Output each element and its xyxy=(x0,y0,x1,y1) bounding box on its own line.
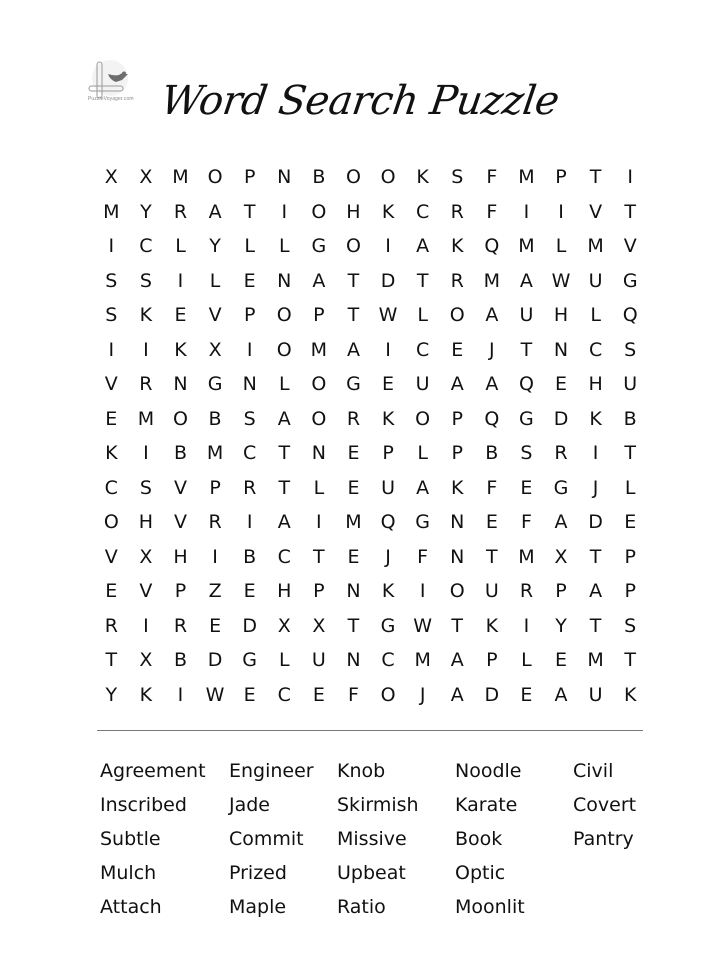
grid-cell[interactable]: S xyxy=(624,614,637,637)
grid-cell[interactable]: E xyxy=(382,373,395,395)
grid-cell[interactable]: R xyxy=(450,269,464,292)
grid-cell[interactable]: B xyxy=(312,166,326,188)
grid-cell[interactable]: R xyxy=(139,373,153,395)
grid-cell[interactable]: T xyxy=(624,649,636,671)
grid-cell[interactable]: K xyxy=(139,304,153,326)
grid-cell[interactable]: R xyxy=(243,476,257,499)
grid-cell[interactable]: E xyxy=(555,373,568,395)
grid-cell[interactable]: C xyxy=(588,338,603,361)
grid-cell[interactable]: C xyxy=(104,476,118,499)
grid-cell[interactable]: N xyxy=(346,580,361,602)
grid-cell[interactable]: A xyxy=(450,373,464,395)
grid-cell[interactable]: F xyxy=(486,476,498,499)
word-list-item: Ratio xyxy=(337,896,386,918)
grid-cell[interactable]: E xyxy=(347,545,360,568)
grid-cell[interactable]: L xyxy=(278,649,290,671)
grid-cell[interactable]: X xyxy=(277,614,291,637)
grid-cell[interactable]: R xyxy=(346,407,361,430)
word-list-item: Upbeat xyxy=(337,862,406,884)
grid-cell[interactable]: T xyxy=(347,269,360,292)
grid-cell[interactable]: O xyxy=(207,166,223,188)
grid-cell[interactable]: O xyxy=(345,235,361,257)
grid-cell[interactable]: B xyxy=(208,407,222,430)
grid-cell[interactable]: R xyxy=(554,442,568,464)
grid-cell[interactable]: P xyxy=(451,442,463,464)
grid-cell[interactable]: T xyxy=(451,614,464,637)
grid-cell[interactable]: P xyxy=(174,580,187,602)
grid-cell[interactable]: E xyxy=(243,580,256,602)
grid-cell[interactable]: R xyxy=(104,614,118,637)
word-list-item: Pantry xyxy=(573,828,634,850)
grid-cell[interactable]: I xyxy=(212,545,218,568)
grid-cell[interactable]: U xyxy=(484,580,499,602)
grid-cell[interactable]: E xyxy=(451,338,464,361)
grid-cell[interactable]: D xyxy=(553,407,569,430)
grid-cell[interactable]: J xyxy=(419,683,426,706)
grid-cell[interactable]: P xyxy=(313,304,325,326)
grid-cell[interactable]: E xyxy=(105,407,118,430)
grid-cell[interactable]: V xyxy=(589,200,603,223)
grid-cell[interactable]: A xyxy=(450,683,464,706)
grid-cell[interactable]: A xyxy=(485,304,499,326)
grid-cell[interactable]: G xyxy=(207,373,223,395)
grid-cell[interactable]: U xyxy=(623,373,638,395)
grid-cell[interactable]: N xyxy=(173,373,188,395)
grid-cell[interactable]: E xyxy=(347,476,360,499)
grid-cell[interactable]: I xyxy=(177,269,184,292)
grid-cell[interactable]: Y xyxy=(105,683,118,706)
grid-cell[interactable]: N xyxy=(277,166,292,188)
grid-cell[interactable]: W xyxy=(205,683,225,706)
grid-cell[interactable]: F xyxy=(347,683,359,706)
grid-cell[interactable]: P xyxy=(243,304,256,326)
grid-cell[interactable]: I xyxy=(108,235,115,257)
grid-cell[interactable]: O xyxy=(103,511,119,533)
grid-cell[interactable]: A xyxy=(554,511,568,533)
grid-cell[interactable]: E xyxy=(555,649,568,671)
grid-cell[interactable]: L xyxy=(209,269,221,292)
grid-cell[interactable]: E xyxy=(520,683,533,706)
grid-cell[interactable]: K xyxy=(451,476,464,499)
grid-cell[interactable]: M xyxy=(172,166,189,188)
grid-cell[interactable]: M xyxy=(518,545,535,568)
grid-cell[interactable]: N xyxy=(242,373,257,395)
grid-cell[interactable]: I xyxy=(523,614,530,637)
grid-cell[interactable]: I xyxy=(246,338,253,361)
grid-cell[interactable]: M xyxy=(587,649,604,671)
word-list-item: Optic xyxy=(455,862,506,884)
letter-grid xyxy=(94,160,648,712)
word-list-item: Mulch xyxy=(100,862,157,884)
grid-cell[interactable]: W xyxy=(413,614,433,637)
grid-cell[interactable]: O xyxy=(415,407,431,430)
word-column xyxy=(100,754,206,924)
grid-cell[interactable]: B xyxy=(623,407,637,430)
word-column xyxy=(229,754,314,924)
grid-cell[interactable]: G xyxy=(553,476,569,499)
grid-cell[interactable]: O xyxy=(276,304,292,326)
grid-cell[interactable]: W xyxy=(551,269,571,292)
grid-cell[interactable]: E xyxy=(485,511,498,533)
grid-cell[interactable]: Z xyxy=(208,580,222,602)
word-list-item: Moonlit xyxy=(455,896,525,918)
word-list-item: Agreement xyxy=(100,760,206,782)
grid-cell[interactable]: O xyxy=(449,580,465,602)
grid-cell[interactable]: M xyxy=(483,269,501,292)
grid-cell[interactable]: D xyxy=(588,511,603,533)
grid-cell[interactable]: S xyxy=(624,338,637,361)
grid-cell[interactable]: I xyxy=(143,614,149,637)
word-list-item: Prized xyxy=(229,862,287,884)
grid-cell[interactable]: W xyxy=(378,304,398,326)
grid-cell[interactable]: K xyxy=(485,614,499,637)
grid-cell[interactable]: G xyxy=(242,649,258,671)
grid-cell[interactable]: F xyxy=(417,545,429,568)
grid-cell[interactable]: H xyxy=(346,200,361,223)
grid-cell[interactable]: T xyxy=(347,304,360,326)
grid-cell[interactable]: G xyxy=(415,511,430,533)
grid-cell[interactable]: U xyxy=(381,476,395,499)
grid-cell[interactable]: N xyxy=(311,442,326,464)
grid-cell[interactable]: V xyxy=(623,235,637,257)
grid-cell[interactable]: M xyxy=(518,166,535,188)
grid-cell[interactable]: A xyxy=(277,407,291,430)
grid-cell[interactable]: H xyxy=(553,304,569,326)
grid-cell[interactable]: I xyxy=(592,442,599,464)
grid-cell[interactable]: U xyxy=(311,649,326,671)
grid-cell[interactable]: E xyxy=(209,614,222,637)
word-column xyxy=(455,754,525,924)
grid-cell[interactable]: F xyxy=(486,166,498,188)
grid-cell[interactable]: Y xyxy=(140,200,152,223)
grid-cell[interactable]: N xyxy=(450,511,465,533)
grid-cell[interactable]: A xyxy=(416,476,430,499)
grid-cell[interactable]: I xyxy=(627,166,633,188)
grid-cell[interactable]: F xyxy=(520,511,532,533)
grid-cell[interactable]: A xyxy=(450,649,464,671)
grid-cell[interactable]: O xyxy=(345,166,361,188)
grid-cell[interactable]: M xyxy=(206,442,224,464)
word-list-item: Inscribed xyxy=(100,794,187,816)
grid-cell[interactable]: E xyxy=(624,511,637,533)
word-list-item: Subtle xyxy=(100,828,161,850)
grid-cell[interactable]: E xyxy=(347,442,360,464)
grid-cell[interactable]: I xyxy=(419,580,426,602)
grid-cell[interactable]: O xyxy=(380,166,396,188)
grid-cell[interactable]: M xyxy=(103,200,120,223)
grid-cell[interactable]: T xyxy=(520,338,533,361)
grid-cell[interactable]: C xyxy=(243,442,257,464)
grid-cell[interactable]: E xyxy=(520,476,533,499)
grid-cell[interactable]: I xyxy=(143,338,149,361)
grid-cell[interactable]: T xyxy=(243,200,256,223)
grid-cell[interactable]: I xyxy=(316,511,322,533)
word-list-item: Maple xyxy=(229,896,287,918)
word-list-item: Attach xyxy=(100,896,162,918)
page-title: Word Search Puzzle xyxy=(158,78,562,124)
grid-cell[interactable]: L xyxy=(244,235,255,257)
grid-cell[interactable]: Q xyxy=(622,304,638,326)
grid-cell[interactable]: V xyxy=(104,545,118,568)
grid-cell[interactable]: Q xyxy=(380,511,396,533)
grid-cell[interactable]: C xyxy=(277,683,291,706)
grid-cell[interactable]: P xyxy=(313,580,325,602)
grid-cell[interactable]: X xyxy=(104,166,118,188)
grid-cell[interactable]: E xyxy=(312,683,325,706)
grid-cell[interactable]: U xyxy=(415,373,430,395)
grid-cell[interactable]: P xyxy=(555,580,567,602)
grid-cell[interactable]: K xyxy=(416,166,429,188)
grid-cell[interactable]: A xyxy=(312,269,326,292)
grid-cell[interactable]: H xyxy=(277,580,292,602)
word-list-item: Skirmish xyxy=(337,794,419,816)
grid-cell[interactable]: A xyxy=(277,511,291,533)
grid-cell[interactable]: T xyxy=(313,545,325,568)
grid-cell[interactable]: H xyxy=(138,511,154,533)
grid-cell[interactable]: L xyxy=(417,304,428,326)
grid-cell[interactable]: O xyxy=(311,373,327,395)
grid-cell[interactable]: V xyxy=(173,511,187,533)
grid-cell[interactable]: J xyxy=(489,338,495,361)
word-list-item: Noodle xyxy=(455,760,522,782)
logo-caption: PuzzleVoyager.com xyxy=(88,96,134,102)
word-list-item: Knob xyxy=(337,760,386,782)
grid-cell[interactable]: N xyxy=(553,338,569,361)
grid-cell[interactable]: T xyxy=(105,649,118,671)
grid-cell[interactable]: S xyxy=(243,407,256,430)
grid-cell[interactable]: M xyxy=(137,407,155,430)
grid-cell[interactable]: S xyxy=(451,166,464,188)
grid-cell[interactable]: R xyxy=(519,580,534,602)
grid-cell[interactable]: X xyxy=(139,166,153,188)
grid-cell[interactable]: K xyxy=(623,683,637,706)
grid-cell[interactable]: I xyxy=(246,511,253,533)
word-column xyxy=(337,754,419,924)
grid-cell[interactable]: U xyxy=(588,683,603,706)
grid-cell[interactable]: L xyxy=(313,476,325,499)
grid-cell[interactable]: P xyxy=(555,166,567,188)
grid-cell[interactable]: T xyxy=(486,545,498,568)
grid-cell[interactable]: F xyxy=(486,200,498,223)
grid-cell[interactable]: J xyxy=(385,545,391,568)
grid-cell[interactable]: I xyxy=(385,235,391,257)
grid-cell[interactable]: T xyxy=(589,545,602,568)
grid-cell[interactable]: K xyxy=(381,407,395,430)
grid-cell[interactable]: G xyxy=(380,614,396,637)
grid-cell[interactable]: D xyxy=(484,683,500,706)
grid-cell[interactable]: P xyxy=(451,407,463,430)
grid-cell[interactable]: T xyxy=(347,614,360,637)
grid-cell[interactable]: M xyxy=(345,511,362,533)
grid-cell[interactable]: X xyxy=(554,545,568,568)
grid-cell[interactable]: T xyxy=(589,166,602,188)
grid-cell[interactable]: B xyxy=(173,442,187,464)
grid-cell[interactable]: H xyxy=(588,373,603,395)
grid-cell[interactable]: X xyxy=(208,338,222,361)
grid-cell[interactable]: N xyxy=(346,649,361,671)
grid-cell[interactable]: H xyxy=(173,545,188,568)
grid-cell[interactable]: G xyxy=(622,269,638,292)
grid-cell[interactable]: P xyxy=(624,580,636,602)
grid-cell[interactable]: D xyxy=(242,614,257,637)
grid-cell[interactable]: E xyxy=(174,304,187,326)
grid-cell[interactable]: V xyxy=(208,304,222,326)
word-list-item: Missive xyxy=(337,828,407,850)
grid-cell[interactable]: U xyxy=(588,269,603,292)
word-list-item: Engineer xyxy=(229,760,314,782)
grid-cell[interactable]: X xyxy=(139,545,153,568)
grid-cell[interactable]: B xyxy=(485,442,499,464)
grid-cell[interactable]: K xyxy=(451,235,464,257)
grid-cell[interactable]: O xyxy=(173,407,188,430)
grid-cell[interactable]: V xyxy=(139,580,153,602)
grid-cell[interactable]: B xyxy=(173,649,187,671)
grid-cell[interactable]: T xyxy=(416,269,429,292)
grid-cell[interactable]: N xyxy=(277,269,292,292)
grid-cell[interactable]: R xyxy=(173,200,188,223)
grid-cell[interactable]: R xyxy=(450,200,464,223)
grid-cell[interactable]: Y xyxy=(209,235,221,257)
grid-cell[interactable]: O xyxy=(449,304,465,326)
word-list-item: Karate xyxy=(455,794,518,816)
word-list-item: Book xyxy=(455,828,503,850)
grid-cell[interactable]: C xyxy=(139,235,153,257)
grid-cell[interactable]: K xyxy=(381,580,395,602)
grid-cell[interactable]: L xyxy=(521,649,532,671)
word-list-item: Covert xyxy=(573,794,637,816)
grid-cell[interactable]: T xyxy=(624,442,636,464)
grid-cell[interactable]: P xyxy=(486,649,498,671)
grid-cell[interactable]: M xyxy=(518,235,535,257)
grid-cell[interactable]: R xyxy=(208,511,222,533)
word-column xyxy=(573,754,636,856)
grid-cell[interactable]: I xyxy=(385,338,391,361)
grid-cell[interactable]: I xyxy=(558,200,564,223)
grid-cell[interactable]: K xyxy=(381,200,395,223)
grid-cell[interactable]: L xyxy=(175,235,186,257)
grid-cell[interactable]: U xyxy=(519,304,534,326)
grid-cell[interactable]: A xyxy=(346,338,360,361)
grid-cell[interactable]: S xyxy=(105,304,118,326)
grid-cell[interactable]: T xyxy=(624,200,636,223)
grid-cell[interactable]: B xyxy=(243,545,257,568)
grid-cell[interactable]: M xyxy=(310,338,328,361)
grid-cell[interactable]: S xyxy=(139,269,152,292)
grid-cell[interactable]: A xyxy=(554,683,568,706)
grid-cell[interactable]: G xyxy=(311,235,327,257)
grid-cell[interactable]: G xyxy=(519,407,534,430)
grid-cell[interactable]: K xyxy=(105,442,118,464)
grid-cell[interactable]: V xyxy=(104,373,118,395)
grid-cell[interactable]: L xyxy=(278,235,290,257)
grid-cell[interactable]: Y xyxy=(555,614,567,637)
grid-cell[interactable]: E xyxy=(243,683,256,706)
grid-cell[interactable]: G xyxy=(346,373,361,395)
grid-cell[interactable]: X xyxy=(312,614,326,637)
grid-cell[interactable]: O xyxy=(311,200,327,223)
grid-cell[interactable]: P xyxy=(209,476,221,499)
grid-cell[interactable]: J xyxy=(592,476,599,499)
grid-cell[interactable]: M xyxy=(587,235,604,257)
grid-cell[interactable]: V xyxy=(173,476,187,499)
grid-cell[interactable]: X xyxy=(139,649,153,671)
grid-cell[interactable]: K xyxy=(589,407,602,430)
grid-cell[interactable]: L xyxy=(278,373,290,395)
word-list-item: Commit xyxy=(229,828,304,850)
grid-cell[interactable]: I xyxy=(177,683,184,706)
grid-cell[interactable]: T xyxy=(278,442,291,464)
grid-cell[interactable]: E xyxy=(105,580,118,602)
grid-cell[interactable]: Q xyxy=(484,235,500,257)
grid-cell[interactable]: A xyxy=(519,269,533,292)
grid-cell[interactable]: T xyxy=(278,476,291,499)
grid-cell[interactable]: S xyxy=(520,442,533,464)
grid-cell[interactable]: Q xyxy=(484,407,500,430)
grid-cell[interactable]: P xyxy=(382,442,394,464)
grid-cell[interactable]: N xyxy=(450,545,465,568)
grid-cell[interactable]: K xyxy=(174,338,187,361)
grid-cell[interactable]: A xyxy=(208,200,222,223)
grid-cell[interactable]: K xyxy=(139,683,153,706)
divider xyxy=(97,730,643,731)
grid-cell[interactable]: O xyxy=(311,407,327,430)
grid-cell[interactable]: E xyxy=(243,269,256,292)
grid-cell[interactable]: L xyxy=(417,442,428,464)
grid-cell[interactable]: O xyxy=(276,338,292,361)
grid-cell[interactable]: D xyxy=(207,649,223,671)
grid-cell[interactable]: A xyxy=(485,373,499,395)
grid-cell[interactable]: T xyxy=(589,614,602,637)
grid-cell[interactable]: A xyxy=(589,580,603,602)
grid-cell[interactable]: M xyxy=(414,649,431,671)
grid-cell[interactable]: Q xyxy=(518,373,534,395)
grid-cell[interactable]: L xyxy=(624,476,636,499)
grid-cell[interactable]: R xyxy=(173,614,188,637)
grid-cell[interactable]: L xyxy=(555,235,567,257)
grid-cell[interactable]: C xyxy=(277,545,291,568)
grid-cell[interactable]: I xyxy=(143,442,149,464)
grid-cell[interactable]: O xyxy=(380,683,396,706)
word-list-item: Civil xyxy=(573,760,614,782)
grid-cell[interactable]: A xyxy=(416,235,430,257)
grid-cell[interactable]: P xyxy=(243,166,256,188)
grid-cell[interactable]: C xyxy=(416,200,430,223)
grid-cell[interactable]: P xyxy=(624,545,636,568)
grid-cell[interactable]: I xyxy=(523,200,530,223)
grid-cell[interactable]: D xyxy=(380,269,396,292)
grid-cell[interactable]: C xyxy=(416,338,430,361)
grid-cell[interactable]: S xyxy=(139,476,152,499)
grid-cell[interactable]: S xyxy=(105,269,118,292)
word-list-item: Jade xyxy=(229,794,270,816)
grid-cell[interactable]: I xyxy=(281,200,288,223)
grid-cell[interactable]: L xyxy=(590,304,601,326)
grid-cell[interactable]: I xyxy=(108,338,115,361)
grid-cell[interactable]: C xyxy=(381,649,395,671)
